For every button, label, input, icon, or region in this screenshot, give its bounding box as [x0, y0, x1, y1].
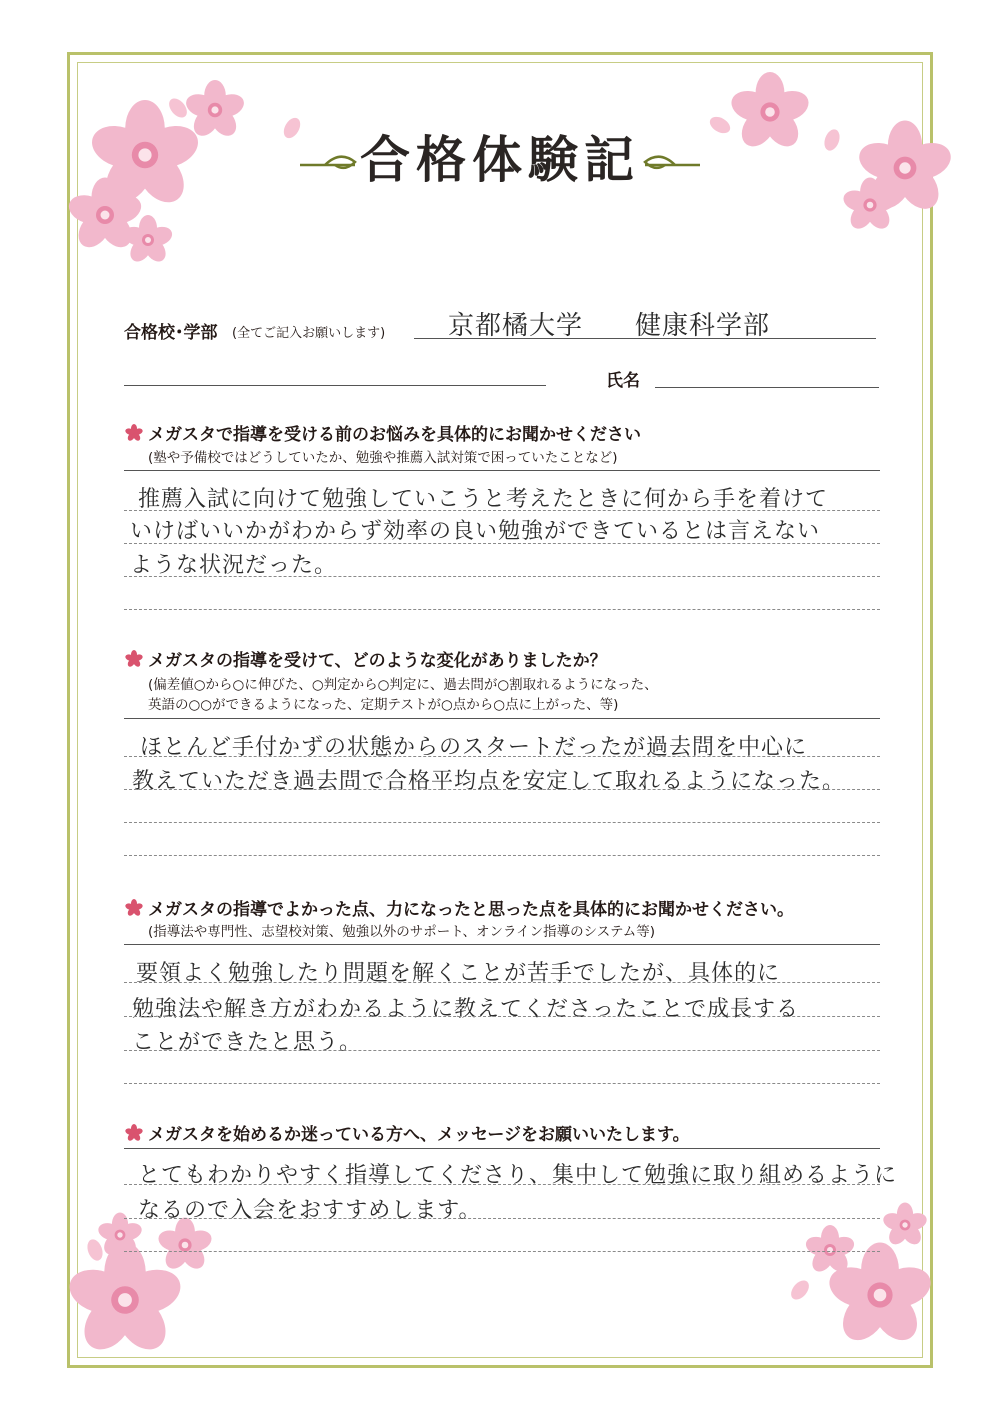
dotted-line — [124, 855, 880, 856]
answer-line: なるので入会をおすすめします。 — [138, 1198, 482, 1223]
school-note: (全てご記入お願いします) — [232, 326, 386, 341]
answer-line: ような状況だった。 — [130, 553, 338, 578]
question-3 — [124, 895, 794, 920]
question-hint: (塾や予備校ではどうしていたか、勉強や推薦入試対策で困っていたことなど) — [148, 450, 618, 466]
question-2 — [124, 646, 607, 671]
question-text: メガスタの指導でよかった点、力になったと思った点を具体的にお聞かせください。 — [148, 900, 794, 920]
question-hint: 英語の○○ができるようになった、定期テストが○点から○点に上がった、等) — [148, 697, 619, 713]
dotted-line — [124, 510, 880, 511]
dotted-line — [124, 1184, 880, 1185]
answer-top-line — [124, 470, 880, 471]
dotted-line — [124, 609, 880, 610]
blossom-icon — [124, 424, 144, 442]
blank-underline — [124, 385, 546, 386]
dotted-line — [124, 822, 880, 823]
question-text: メガスタを始めるか迷っている方へ、メッセージをお願いいたします。 — [148, 1125, 690, 1145]
name-label: 氏名 — [606, 371, 640, 391]
faculty-value: 健康科学部 — [635, 311, 771, 341]
answer-line: いけばいいかがわからず効率の良い勉強ができているとは言えない — [130, 519, 821, 544]
answer-line: 勉強法や解き方がわかるように教えてくださったことで成長する — [132, 997, 800, 1022]
question-4 — [124, 1120, 690, 1145]
dotted-line — [124, 1251, 880, 1252]
blossom-icon — [124, 650, 144, 668]
page-title: 合格体験記 — [360, 130, 640, 189]
answer-line: 推薦入試に向けて勉強していこうと考えたときに何から手を着けて — [138, 487, 829, 512]
answer-line: ほとんど手付かずの状態からのスタートだったが過去問を中心に — [140, 735, 808, 760]
answer-top-line — [124, 718, 880, 719]
dotted-line — [124, 1050, 880, 1051]
dotted-line — [124, 756, 880, 757]
dotted-line — [124, 982, 880, 983]
question-hint: (偏差値○から○に伸びた、○判定から○判定に、過去問が○割取れるようになった、 — [148, 677, 658, 693]
answer-line: ことができたと思う。 — [132, 1030, 363, 1055]
question-hint: (指導法や専門性、志望校対策、勉強以外のサポート、オンライン指導のシステム等) — [148, 924, 656, 940]
school-underline — [414, 338, 876, 339]
dotted-line — [124, 576, 880, 577]
question-text: メガスタで指導を受ける前のお悩みを具体的にお聞かせください — [148, 425, 641, 445]
dotted-line — [124, 1218, 880, 1219]
dotted-line — [124, 789, 880, 790]
question-text: メガスタの指導を受けて、どのような変化がありましたか？ — [148, 651, 607, 671]
answer-line: 要領よく勉強したり問題を解くことが苦手でしたが、具体的に — [136, 961, 781, 986]
blossom-icon — [124, 1124, 144, 1142]
answer-line: とてもわかりやすく指導してくださり、集中して勉強に取り組めるように — [138, 1163, 898, 1188]
answer-line: 教えていただき過去問で合格平均点を安定して取れるようになった。 — [132, 769, 846, 794]
dotted-line — [124, 1083, 880, 1084]
blossom-icon — [124, 899, 144, 917]
dotted-line — [124, 1016, 880, 1017]
dotted-line — [124, 543, 880, 544]
answer-top-line — [124, 1148, 880, 1149]
answer-top-line — [124, 944, 880, 945]
school-value: 京都橘大学 — [448, 311, 584, 341]
question-1 — [124, 420, 641, 445]
name-underline — [655, 387, 879, 388]
school-label: 合格校･学部 — [124, 323, 218, 343]
